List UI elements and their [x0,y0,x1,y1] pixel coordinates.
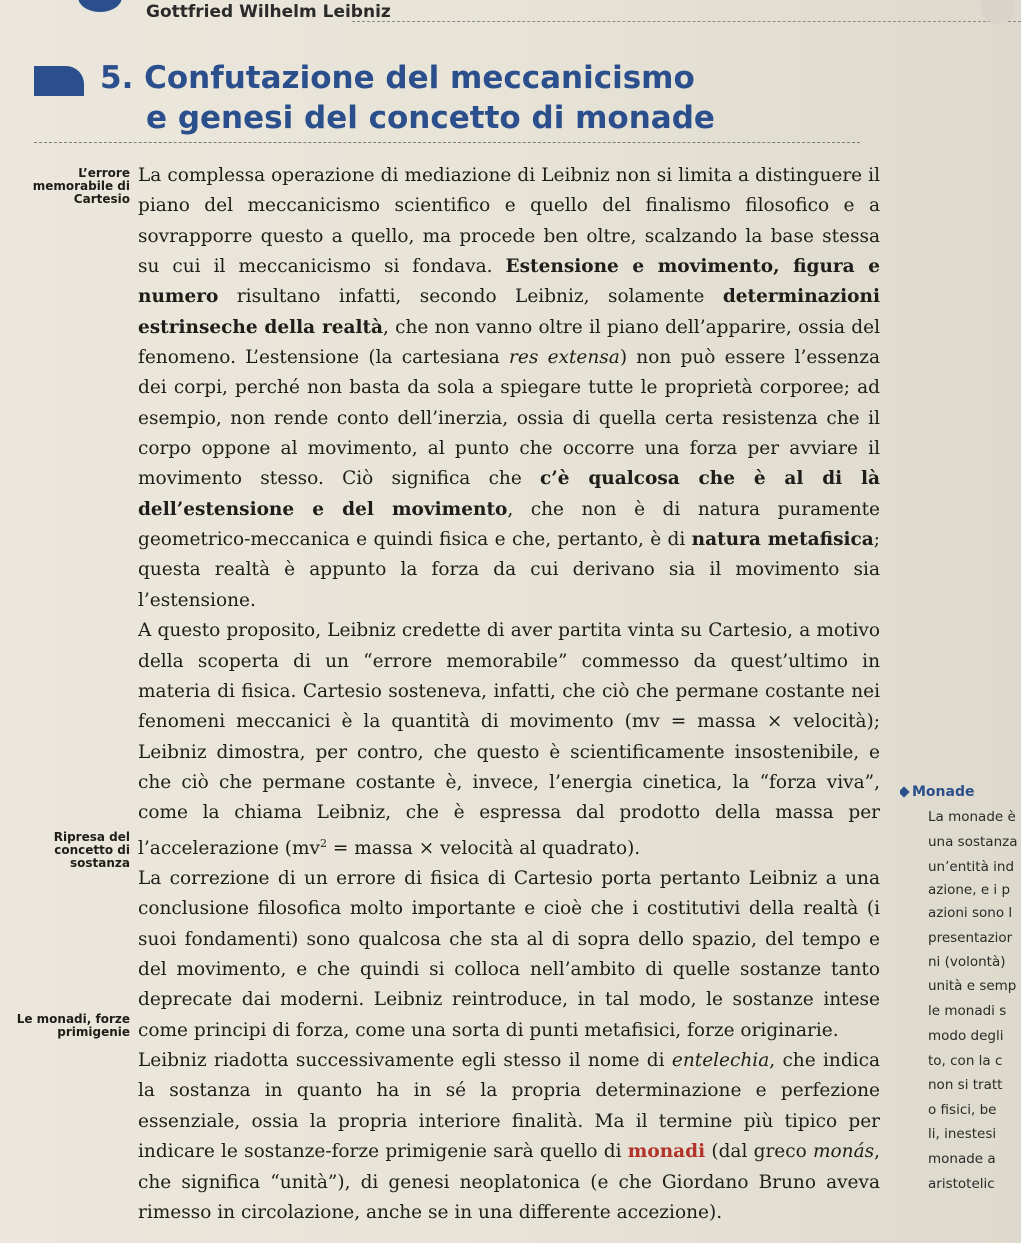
author-name: Gottfried Wilhelm Leibniz [146,2,391,22]
header-rule [352,21,1021,22]
margin-note-sostanza: Ripresa del concetto di sostanza [53,830,130,870]
keyword-monadi: monadi [627,1141,706,1163]
section-marker [34,66,84,96]
section-title [100,58,715,138]
glossary-line: azione, e i p [928,882,1011,898]
glossary-line: un’entità ind [928,859,1015,875]
glossary-line: ni (volontà) [928,954,1006,970]
running-header [0,0,1021,26]
margin-note-errore: L’errore memorabile di Cartesio [32,166,130,206]
chapter-dot-icon [78,0,122,12]
glossary-line: aristotelic [928,1176,995,1192]
section-title-line-1: 5. Confutazione del meccanicismo [100,60,695,96]
glossary-line: La monade è [928,809,1016,825]
body-text [138,161,880,1228]
paragraph-1: La complessa operazione di mediazione di Leibniz non si limita a distinguere il piano del meccanicismo scientifico e quello del finalismo filosofico e a sovrapporre questo a quello, ma procede ben oltre, scalzando la base stessa su cui il meccanicismo si fondava. Estensione e movimento, figura e numero risultano infatti, secondo Leibniz, solamente determinazioni estrinseche della realtà, che non vanno oltre il piano dell’apparire, ossia del fenomeno. L’estensione (la cartesiana res extensa) non può essere l’essenza dei corpi, perché non basta da sola a spiegare tutte le proprietà corporee; ad esempio, non rende conto dell’inerzia, ossia di quella certa resistenza che il corpo oppone al movimento, al punto che occorre una forza per avviare il movimento stesso. Ciò significa che c’è qualcosa che è al di là dell’estensione e del movimento, che non è di natura puramente geometrico-meccanica e quindi fisica e che, pertanto, è di natura metafisica; questa realtà è appunto la forza da cui derivano sia il movimento sia l’estensione. [138,165,880,611]
glossary-line: o fisici, be [928,1102,997,1118]
glossary-line: to, con la c [928,1053,1003,1069]
glossary-line: una sostanza [928,834,1018,850]
section-title-line-2: e genesi del concetto di monade [146,100,715,136]
paragraph-3: La correzione di un errore di fisica di Cartesio porta pertanto Leibniz a una conclusione filosofica molto importante e cioè che i costitutivi della realtà (i suoi fondamenti) sono qualcosa che sta al di sopra dello spazio, del tempo e del movimento, e che quindi si colloca nell’ambito di quelle sostanze tanto deprecate dai moderni. Leibniz reintroduce, in tal modo, le sostanze intese come principi di forza, come una sorta di punti metafisici, forze originarie. [138,868,880,1041]
margin-note-monadi: Le monadi, forze primigenie [16,1012,130,1039]
paragraph-4: Leibniz riadotta successivamente egli stesso il nome di entelechia, che indica la sostanza in quanto ha in sé la propria determinazione e perfezione essenziale, ossia la propria interiore finalità. Ma il termine più tipico per indicare le sostanze-forze primigenie sarà quello di monadi (dal greco monás, che significa “unità”), di genesi neoplatonica (e che Giordano Bruno aveva rimesso in circolazione, anche se in una differente accezione). [138,1050,880,1223]
glossary-line: presentazior [928,930,1013,946]
glossary-line: li, inestesi [928,1126,997,1142]
glossary-heading: Monade [912,784,975,800]
diamond-icon [900,786,910,797]
glossary-line: modo degli [928,1028,1004,1044]
paragraph-2: A questo proposito, Leibniz credette di aver partita vinta su Cartesio, a motivo della scoperta di un “errore memorabile” commesso da quest’ultimo in materia di fisica. Cartesio sosteneva, infatti, che ciò che permane costante nei fenomeni meccanici è la quantità di movimento (mv = massa × velocità); Leibniz dimostra, per contro, che questo è scientificamente insostenibile, e che ciò che permane costante è, invece, l’energia cinetica, la “forza viva”, come la chiama Leibniz, che è espressa dal prodotto della massa per l’accelerazione ($mv^2$ = massa × velocità al quadrato). [138,620,880,859]
title-rule [34,142,860,143]
glossary-line: monade a [928,1151,996,1167]
glossary-sidebar [900,780,1021,1243]
glossary-line: unità e semp [928,978,1017,994]
glossary-line: azioni sono l [928,905,1013,921]
glossary-line: le monadi s [928,1003,1007,1019]
glossary-line: non si tratt [928,1077,1003,1093]
